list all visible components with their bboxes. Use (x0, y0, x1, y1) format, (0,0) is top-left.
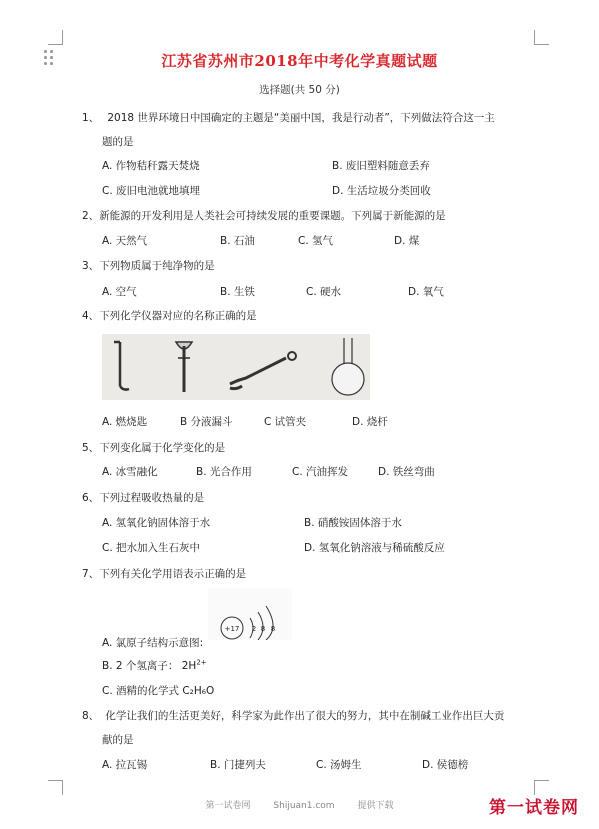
option-a: A. 拉瓦锡 (102, 759, 148, 771)
question-number: 8、 (82, 710, 100, 722)
ion-charge: 2+ (196, 658, 207, 667)
shell-1-count: 2 (251, 625, 257, 633)
document-title: 江苏省苏州市2018年中考化学真题试题 (161, 52, 438, 70)
option-c: C. 把水加入生石灰中 (102, 542, 201, 554)
question-7 (82, 566, 246, 581)
shell-2-count: 8 (260, 625, 266, 633)
question-number: 4、 (82, 310, 100, 322)
option-b: B. 光合作用 (196, 466, 252, 478)
footer-provider: 提供下载 (357, 801, 394, 811)
question-text: 化学让我们的生活更美好，科学家为此作出了很大的努力，其中在制碱工业作出巨大贡 (105, 710, 505, 722)
option-d: D. 氢氧化钠溶液与稀硫酸反应 (304, 542, 445, 554)
option-b: B. 石油 (220, 235, 255, 247)
round-bottom-flask-icon (332, 338, 364, 395)
question-1 (82, 110, 495, 125)
option-b: B 分液漏斗 (180, 416, 233, 428)
question-4 (82, 308, 257, 323)
question-number: 2、 (82, 210, 100, 222)
test-tube-clamp-icon (230, 352, 296, 389)
question-6 (82, 490, 204, 505)
option-c: C. 酒精的化学式 C₂H₆O (102, 685, 215, 697)
option-b: B. 门捷列夫 (210, 759, 266, 771)
option-a: A. 空气 (102, 286, 137, 298)
question-8 (82, 708, 504, 723)
question-number: 1、 (82, 112, 100, 124)
crop-mark-top-right (534, 30, 549, 45)
brand-watermark: 第一试卷网 (489, 798, 579, 818)
option-a: A. 氯原子结构示意图: (102, 637, 204, 649)
question-5 (82, 440, 225, 455)
option-b: B. 硝酸铵固体溶于水 (304, 517, 402, 529)
question-continuation: 题的是 (102, 136, 134, 148)
crop-mark-bottom-left (48, 780, 63, 795)
option-c: C. 汤姆生 (316, 759, 362, 771)
option-a: A. 作物秸秆露天焚烧 (102, 160, 200, 172)
nucleus-charge: +17 (224, 625, 240, 633)
option-c: C. 废旧电池就地填埋 (102, 185, 201, 197)
option-d: D. 侯德榜 (422, 759, 469, 771)
question-number: 7、 (82, 568, 100, 580)
option-b: B. 生铁 (220, 286, 255, 298)
combustion-spoon-icon (114, 342, 129, 390)
question-2 (82, 208, 446, 223)
option-b (102, 658, 207, 673)
question-text: 下列过程吸收热量的是 (99, 492, 205, 504)
option-c: C. 硬水 (306, 286, 342, 298)
option-d: D. 煤 (394, 235, 420, 247)
option-a: A. 燃烧匙 (102, 416, 148, 428)
question-number: 6、 (82, 492, 100, 504)
option-c: C. 氢气 (298, 235, 334, 247)
question-number: 3、 (82, 260, 100, 272)
question-text: 新能源的开发利用是人类社会可持续发展的重要课题。下列属于新能源的是 (99, 210, 446, 222)
option-a: A. 天然气 (102, 235, 148, 247)
question-continuation: 献的是 (102, 734, 134, 746)
question-text: 2018 世界环境日中国确定的主题是“美丽中国，我是行动者”，下列做法符合这一主 (107, 112, 495, 124)
option-d: D. 铁丝弯曲 (378, 466, 435, 478)
atom-structure-icon (208, 588, 292, 640)
option-d: D. 烧杆 (352, 416, 388, 428)
footer-url[interactable]: Shijuan1.com (273, 801, 335, 811)
lab-instruments-illustration (102, 334, 370, 400)
separatory-funnel-icon (176, 342, 192, 392)
option-b-text: B. 2 个氢离子： 2H (102, 660, 197, 672)
question-text: 下列物质属于纯净物的是 (99, 260, 215, 272)
chlorine-atom-diagram (208, 588, 292, 640)
option-c: C 试管夹 (264, 416, 307, 428)
option-d: D. 生活垃圾分类回收 (332, 185, 431, 197)
question-text: 下列化学仪器对应的名称正确的是 (99, 310, 257, 322)
shell-3-count: 8 (270, 625, 276, 633)
section-heading: 选择题(共 50 分) (259, 84, 340, 96)
option-a: A. 冰雪融化 (102, 466, 158, 478)
question-text: 下列变化属于化学变化的是 (99, 442, 226, 454)
option-d: D. 氧气 (408, 286, 444, 298)
question-number: 5、 (82, 442, 100, 454)
lab-instruments-figure (102, 334, 370, 400)
option-c: C. 汽油挥发 (292, 466, 349, 478)
footer-site-name: 第一试卷网 (205, 801, 251, 811)
question-3 (82, 258, 215, 273)
option-b: B. 废旧塑料随意丢弃 (332, 160, 430, 172)
option-a: A. 氢氧化钠固体溶于水 (102, 517, 211, 529)
crop-mark-top-left (48, 30, 63, 45)
question-text: 下列有关化学用语表示正确的是 (99, 568, 247, 580)
